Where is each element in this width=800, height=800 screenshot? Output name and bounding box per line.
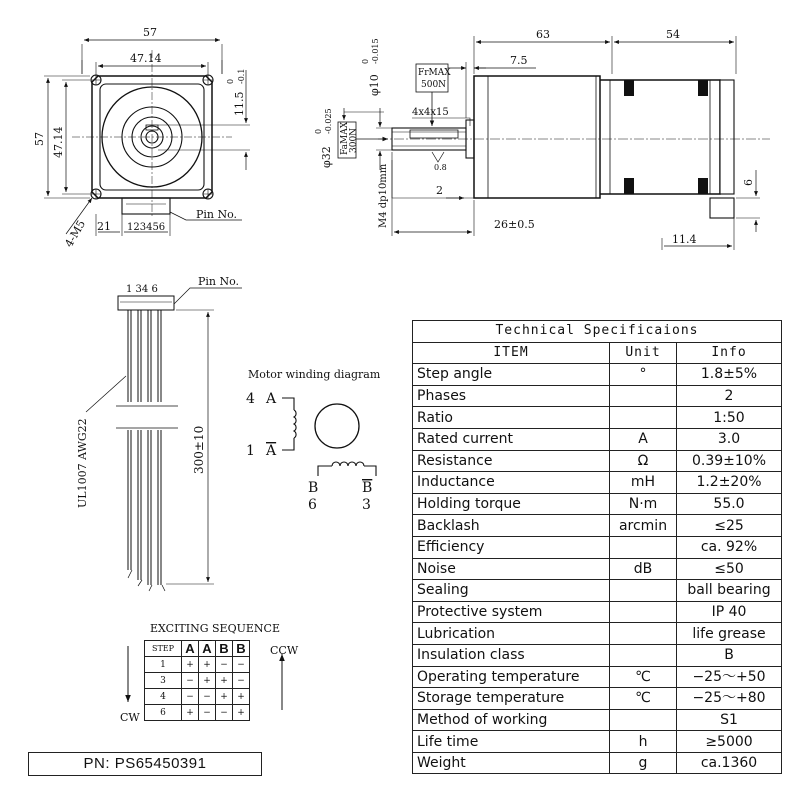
- winding-bbar-num: 3: [362, 497, 371, 513]
- sequence-cell: +: [216, 673, 233, 689]
- sequence-cell: +: [199, 657, 216, 673]
- winding-bbar-label: B: [362, 480, 373, 496]
- dim-11-4: 11.4: [672, 233, 697, 246]
- spec-unit: h: [610, 731, 677, 753]
- spec-info: 1:50: [677, 407, 782, 429]
- dim-height: 57: [33, 132, 46, 146]
- spec-unit: [610, 709, 677, 731]
- spec-unit: arcmin: [610, 515, 677, 537]
- spec-item: Storage temperature: [413, 688, 610, 710]
- spec-unit: A: [610, 428, 677, 450]
- wiring-pin-numbers: 1 34 6: [126, 284, 158, 295]
- spec-item: Efficiency: [413, 536, 610, 558]
- spec-row: [413, 407, 782, 429]
- sequence-header-step: STEP: [145, 641, 182, 657]
- radial-load-value: 500N: [421, 80, 447, 90]
- dim-shaft-flat-tol-lower: -0.1: [237, 68, 246, 84]
- spec-item: Phases: [413, 385, 610, 407]
- spec-info: 3.0: [677, 428, 782, 450]
- dim-motor-length: 54: [666, 28, 680, 41]
- side-view-labels: [314, 28, 755, 246]
- sequence-header-abar: $\overline{A}$: [199, 641, 216, 657]
- spec-info: S1: [677, 709, 782, 731]
- sequence-cell: +: [199, 673, 216, 689]
- spec-unit: [610, 407, 677, 429]
- spec-item: Operating temperature: [413, 666, 610, 688]
- sequence-cell: −: [216, 705, 233, 721]
- sequence-cell: −: [233, 673, 250, 689]
- spec-row: [413, 666, 782, 688]
- spec-item: Lubrication: [413, 623, 610, 645]
- spec-item: Method of working: [413, 709, 610, 731]
- pilot-dia: φ32: [320, 146, 333, 168]
- dim-shaft-key: 7.5: [510, 54, 528, 67]
- sequence-step: 3: [145, 673, 182, 689]
- wiring-pin-label: Pin No.: [198, 275, 240, 288]
- winding-b-num: 6: [308, 497, 317, 513]
- spec-info: life grease: [677, 623, 782, 645]
- shaft-dia-tol-upper: 0: [361, 58, 370, 64]
- key-size: 4x4x15: [412, 107, 449, 118]
- spec-unit: g: [610, 752, 677, 774]
- spec-row: [413, 385, 782, 407]
- spec-info: 1.8±5%: [677, 364, 782, 386]
- sequence-step: 6: [145, 705, 182, 721]
- technical-specifications-table: [412, 320, 782, 774]
- dim-shaft-flat-tol-upper: 0: [226, 78, 235, 84]
- sequence-cell: −: [216, 657, 233, 673]
- spec-item: Step angle: [413, 364, 610, 386]
- sequence-cell: +: [233, 689, 250, 705]
- sequence-row: [145, 689, 250, 705]
- sequence-cw: CW: [120, 711, 140, 724]
- front-view-labels: [33, 26, 246, 250]
- sequence-ccw: CCW: [270, 644, 299, 657]
- spec-col-item: ITEM: [413, 342, 610, 364]
- spec-row: [413, 515, 782, 537]
- spec-info: −25〜+80: [677, 688, 782, 710]
- side-view: [338, 36, 770, 250]
- spec-info: ≥5000: [677, 731, 782, 753]
- sequence-cell: +: [182, 657, 199, 673]
- spec-info: 55.0: [677, 493, 782, 515]
- sequence-title: EXCITING SEQUENCE: [150, 622, 280, 635]
- spec-info: 0.39±10%: [677, 450, 782, 472]
- sequence-header-bbar: $\overline{B}$: [233, 641, 250, 657]
- spec-row: [413, 536, 782, 558]
- spec-unit: ℃: [610, 688, 677, 710]
- spec-info: ball bearing: [677, 580, 782, 602]
- spec-row: [413, 644, 782, 666]
- sequence-step: 4: [145, 689, 182, 705]
- winding-diagram: [282, 398, 376, 476]
- axial-load-label: FaMAX: [340, 121, 350, 155]
- dim-hole-spacing-v: 47.14: [52, 126, 65, 158]
- spec-col-info: Info: [677, 342, 782, 364]
- dim-connector-offset: 21: [97, 220, 111, 233]
- spec-col-unit: Unit: [610, 342, 677, 364]
- dim-hole-spacing-h: 47.14: [130, 52, 162, 65]
- spec-item: Ratio: [413, 407, 610, 429]
- spec-row: [413, 364, 782, 386]
- winding-b-label: B: [308, 480, 319, 496]
- dim-shaft-length: 26±0.5: [494, 218, 535, 231]
- winding-labels: [246, 368, 381, 513]
- sequence-cell: +: [216, 689, 233, 705]
- spec-unit: °: [610, 364, 677, 386]
- spec-unit: [610, 385, 677, 407]
- spec-item: Insulation class: [413, 644, 610, 666]
- spec-item: Life time: [413, 731, 610, 753]
- spec-title: Technical Specificaions: [413, 321, 782, 343]
- exciting-sequence-table: [144, 640, 250, 721]
- spec-info: ≤50: [677, 558, 782, 580]
- spec-info: ca. 92%: [677, 536, 782, 558]
- part-number: PN: PS65450391: [28, 752, 262, 776]
- spec-unit: mH: [610, 472, 677, 494]
- spec-unit: [610, 644, 677, 666]
- spec-row: [413, 558, 782, 580]
- dim-pilot-depth: 2: [436, 184, 443, 197]
- spec-unit: [610, 601, 677, 623]
- wire-spec: UL1007 AWG22: [76, 418, 89, 508]
- sequence-cell: +: [233, 705, 250, 721]
- spec-unit: N·m: [610, 493, 677, 515]
- spec-info: ≤25: [677, 515, 782, 537]
- sequence-row: [145, 705, 250, 721]
- dim-width: 57: [143, 26, 157, 39]
- sequence-cell: +: [182, 705, 199, 721]
- sequence-cell: −: [233, 657, 250, 673]
- dim-gearbox-length: 63: [536, 28, 550, 41]
- spec-item: Resistance: [413, 450, 610, 472]
- spec-item: Protective system: [413, 601, 610, 623]
- spec-row: [413, 472, 782, 494]
- spec-unit: [610, 536, 677, 558]
- spec-info: −25〜+50: [677, 666, 782, 688]
- spec-row: [413, 580, 782, 602]
- spec-body: [413, 364, 782, 774]
- spec-item: Noise: [413, 558, 610, 580]
- dim-6: 6: [742, 179, 755, 186]
- spec-item: Backlash: [413, 515, 610, 537]
- spec-row: [413, 428, 782, 450]
- sequence-header-row: [145, 641, 250, 657]
- spec-row: [413, 601, 782, 623]
- lead-length: 300±10: [192, 425, 206, 474]
- spec-item: Sealing: [413, 580, 610, 602]
- spec-info: ca.1360: [677, 752, 782, 774]
- spec-unit: [610, 580, 677, 602]
- spec-unit: dB: [610, 558, 677, 580]
- spec-unit: Ω: [610, 450, 677, 472]
- spec-row: [413, 493, 782, 515]
- spec-unit: ℃: [610, 666, 677, 688]
- sequence-row: [145, 673, 250, 689]
- sequence-cell: −: [199, 689, 216, 705]
- front-pin-label: Pin No.: [196, 208, 238, 221]
- spec-row: [413, 752, 782, 774]
- sequence-cell: −: [182, 689, 199, 705]
- spec-info: 1.2±20%: [677, 472, 782, 494]
- mount-holes-label: 4-M5: [62, 217, 89, 250]
- sequence-cell: −: [199, 705, 216, 721]
- winding-title: Motor winding diagram: [248, 368, 381, 381]
- spec-item: Holding torque: [413, 493, 610, 515]
- spec-info: B: [677, 644, 782, 666]
- spec-header-row: [413, 342, 782, 364]
- shaft-dia: φ10: [368, 74, 381, 96]
- spec-row: [413, 709, 782, 731]
- spec-item: Inductance: [413, 472, 610, 494]
- lead-wires: [86, 288, 242, 591]
- winding-a-num: 4: [246, 391, 255, 407]
- spec-info: 2: [677, 385, 782, 407]
- sequence-row: [145, 657, 250, 673]
- pilot-dia-tol-upper: 0: [314, 128, 323, 134]
- thread-spec: M4 dp10mm: [378, 163, 389, 228]
- pilot-dia-tol-lower: -0.025: [324, 108, 333, 134]
- spec-row: [413, 450, 782, 472]
- surface-finish: 0.8: [434, 163, 447, 172]
- sequence-header-b: B: [216, 641, 233, 657]
- winding-abar-label: A: [266, 443, 277, 459]
- dim-shaft-flat: 11.5: [233, 91, 246, 116]
- sequence-step: 1: [145, 657, 182, 673]
- spec-item: Weight: [413, 752, 610, 774]
- axial-load-value: 300N: [349, 127, 359, 153]
- winding-a-label: A: [266, 391, 277, 407]
- radial-load-label: FrMAX: [418, 68, 451, 78]
- winding-abar-num: 1: [246, 443, 255, 459]
- spec-row: [413, 688, 782, 710]
- spec-info: IP 40: [677, 601, 782, 623]
- sequence-cell: −: [182, 673, 199, 689]
- front-view: [44, 40, 250, 236]
- spec-row: [413, 623, 782, 645]
- spec-item: Rated current: [413, 428, 610, 450]
- connector-pins: 123456: [127, 222, 166, 233]
- spec-row: [413, 731, 782, 753]
- shaft-dia-tol-lower: -0.015: [371, 38, 380, 64]
- spec-title-row: [413, 321, 782, 343]
- spec-unit: [610, 623, 677, 645]
- sequence-header-a: A: [182, 641, 199, 657]
